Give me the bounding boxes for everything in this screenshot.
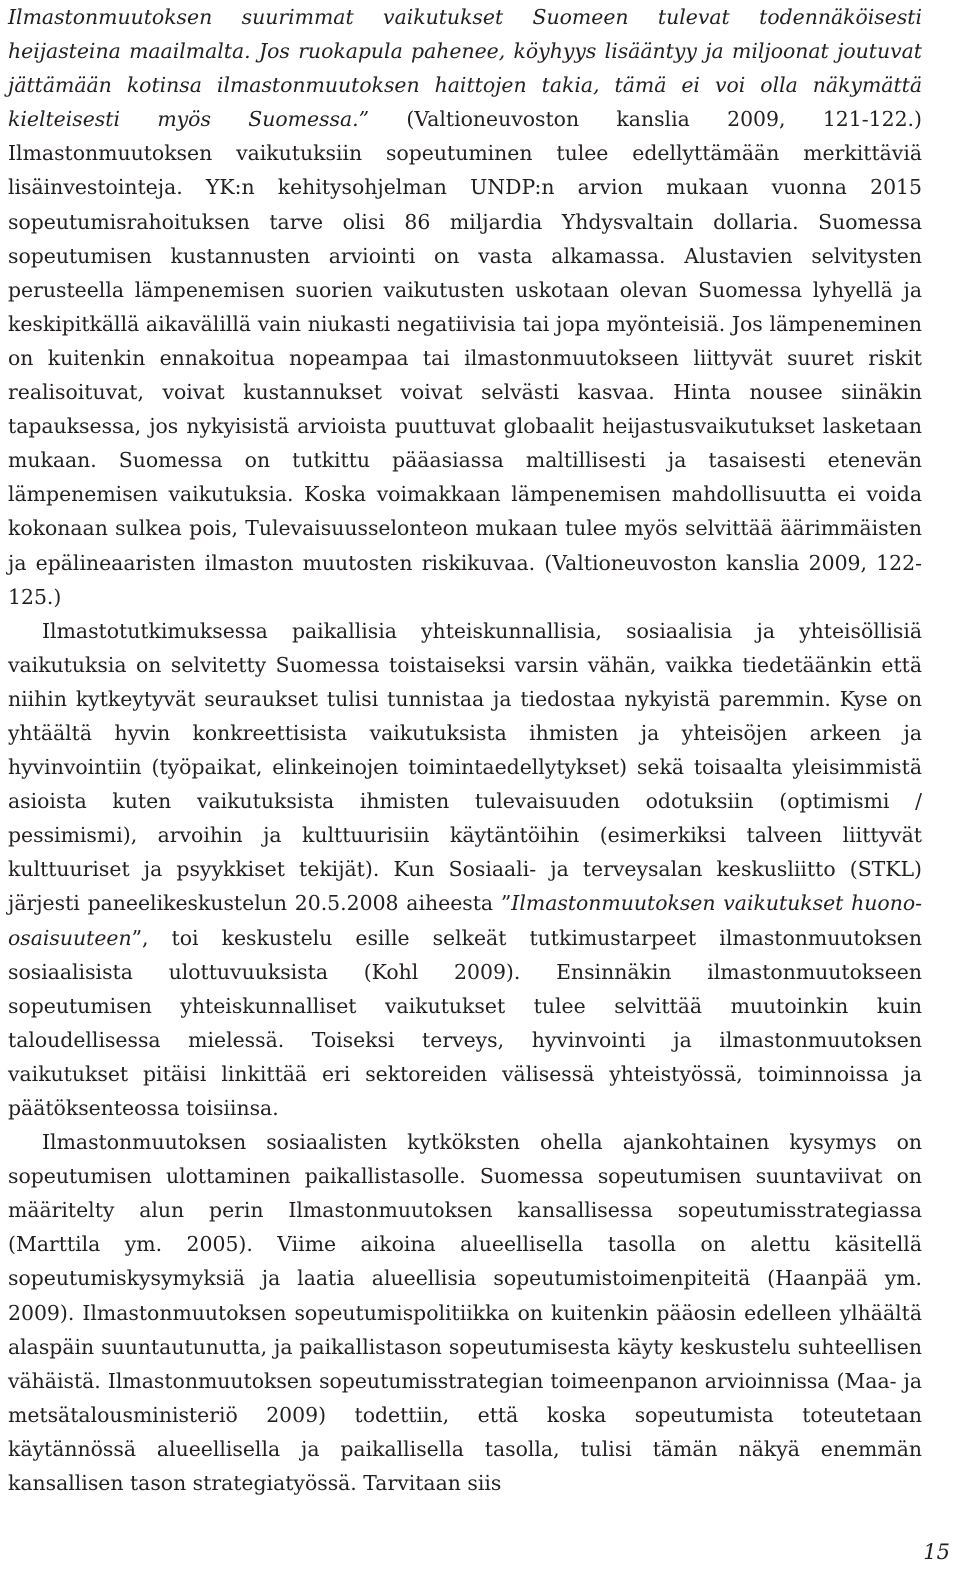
event-title: Ilmastonmuutoksen vaikutukset huono-osaisuuteen — [8, 891, 922, 950]
body-text: Ilmastonmuutoksen sosiaalisten kytköksten ohella ajankohtainen kysymys on sopeutumisen ulottaminen paikallistasolle. Suomessa sopeutumisen suuntaviivat on määritelty alun perin Ilmastonmuutoksen kansallisessa sopeutumisstrategiassa (Marttila ym. 2005). Viime aikoina alueellisella tasolla on alettu käsitellä sopeutumiskysymyksiä ja laatia alueellisia sopeutumistoimenpiteitä (Haanpää ym. 2009). Ilmastonmuutoksen sopeutumispolitiikka on kuitenkin pääosin edelleen ylhäältä alaspäin suuntautunutta, ja paikallistason sopeutumisesta käyty keskustelu suhteellisen vähäistä. Ilmastonmuutoksen sopeutumisstrategian toimeenpanon arvioinnissa (Maa- ja metsätalousministeriö 2009) todettiin, että koska sopeutumista toteutetaan käytännössä alueellisella ja paikallisella tasolla, tulisi tämän näkyä enemmän kansallisen tason strategiatyössä. Tarvitaan siis — [8, 1130, 922, 1496]
body-text: ”, toi keskustelu esille selkeät tutkimustarpeet ilmastonmuutoksen sosiaalisista ulottuvuuksista (Kohl 2009). Ensinnäkin ilmastonmuutokseen sopeutumisen yhteiskunnalliset vaikutukset tulee selvittää muutoinkin kuin taloudellisessa mielessä. Toiseksi terveys, hyvinvointi ja ilmastonmuutoksen vaikutukset pitäisi linkittää eri sektoreiden välisessä yhteistyössä, toiminnoissa ja päätöksenteossa toisiinsa. — [8, 925, 922, 1120]
paragraph — [8, 0, 922, 614]
quote-text: Ilmastonmuutoksen suurimmat vaikutukset Suomeen tulevat todennäköisesti heijasteina maailmalta. Jos ruokapula pahenee, köyhyys lisääntyy ja miljoonat joutuvat jättämään kotinsa ilmastonmuutoksen haittojen takia, tämä ei voi olla näkymättä kielteisesti myös Suomessa.” — [8, 5, 922, 132]
paragraph — [8, 614, 922, 1125]
document-body — [8, 0, 922, 1500]
body-text: (Valtioneuvoston kanslia 2009, 121-122.) Ilmastonmuutoksen vaikutuksiin sopeutuminen tulee edellyttämään merkittäviä lisäinvestointeja. YK:n kehitysohjelman UNDP:n arvion mukaan vuonna 2015 sopeutumisrahoituksen tarve olisi 86 miljardia Yhdysvaltain dollaria. Suomessa sopeutumisen kustannusten arviointi on vasta alkamassa. Alustavien selvitysten perusteella lämpenemisen suorien vaikutusten uskotaan olevan Suomessa lyhyellä ja keskipitkällä aikavälillä vain niukasti negatiivisia tai jopa myönteisiä. Jos lämpeneminen on kuitenkin ennakoitua nopeampaa tai ilmastonmuutokseen liittyvät suuret riskit realisoituvat, voivat kustannukset voivat selvästi kasvaa. Hinta nousee siinäkin tapauksessa, jos nykyisistä arvioista puuttuvat globaalit heijastusvaikutukset lasketaan mukaan. Suomessa on tutkittu pääasiassa maltillisesti ja tasaisesti etenevän lämpenemisen vaikutuksia. Koska voimakkaan lämpenemisen mahdollisuutta ei voida kokonaan sulkea pois, Tulevaisuusselonteon mukaan tulee myös selvittää äärimmäisten ja epälineaaristen ilmaston muutosten riskikuvaa. (Valtioneuvoston kanslia 2009, 122-125.) — [8, 107, 922, 609]
paragraph — [8, 1125, 922, 1500]
body-text: Ilmastotutkimuksessa paikallisia yhteiskunnallisia, sosiaalisia ja yhteisöllisiä vaikutuksia on selvitetty Suomessa toistaiseksi varsin vähän, vaikka tiedetäänkin että niihin kytkeytyvät seuraukset tulisi tunnistaa ja tiedostaa nykyistä paremmin. Kyse on yhtäältä hyvin konkreettisista vaikutuksista ihmisten ja yhteisöjen arkeen ja hyvinvointiin (työpaikat, elinkeinojen toimintaedellytykset) sekä toisaalta yleisimmistä asioista kuten vaikutuksista ihmisten tulevaisuuden odotuksiin (optimismi / pessimismi), arvoihin ja kulttuurisiin käytäntöihin (esimerkiksi talveen liittyvät kulttuuriset ja psyykkiset tekijät). Kun Sosiaali- ja terveysalan keskusliitto (STKL) järjesti paneelikeskustelun 20.5.2008 aiheesta ” — [8, 618, 922, 916]
page-number: 15 — [923, 1540, 950, 1564]
